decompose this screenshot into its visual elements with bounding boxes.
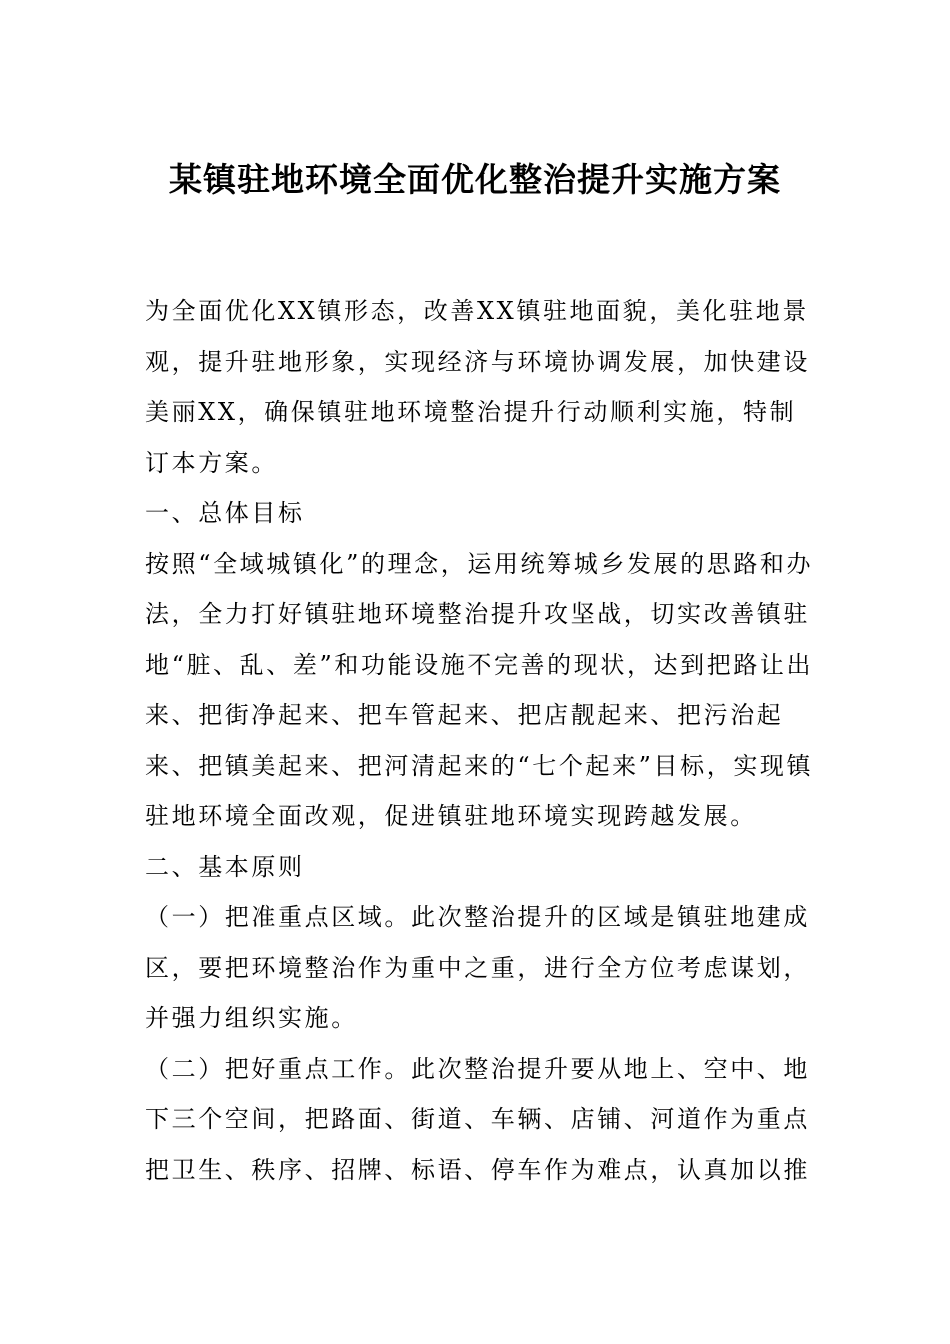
section-heading-overall-goal: 一、总体目标 [145,499,305,527]
paragraph-overall-goal: 按照“全域城镇化”的理念，运用统筹城乡发展的思路和办法，全力打好镇驻地环境整治提升攻坚战，切实改善镇驻地“脏、乱、差”和功能设施不完善的现状，达到把路让出来、把街净起来、把车管起来、把店靓起来、把污治起来、把镇美起来、把河清起来的“七个起来”目标，实现镇驻地环境全面改观，促进镇驻地环境实现跨越发展。 [145,549,814,830]
paragraph-principle-2: （二）把好重点工作。此次整治提升要从地上、空中、地下三个空间，把路面、街道、车辆、店铺、河道作为重点把卫生、秩序、招牌、标语、停车作为难点，认真加以推 [145,1054,810,1184]
document-body [145,286,815,1195]
section-heading-basic-principles: 二、基本原则 [145,852,305,881]
document-title: 某镇驻地环境全面优化整治提升实施方案 [169,160,781,199]
paragraph-principle-1: （一）把准重点区域。此次整治提升的区域是镇驻地建成区，要把环境整治作为重中之重，进行全方位考虑谋划，并强力组织实施。 [145,903,810,1032]
paragraph-intro: 为全面优化XX镇形态，改善XX镇驻地面貌，美化驻地景观，提升驻地形象，实现经济与环境协调发展，加快建设美丽XX，确保镇驻地环境整治提升行动顺利实施，特制订本方案。 [145,297,810,477]
